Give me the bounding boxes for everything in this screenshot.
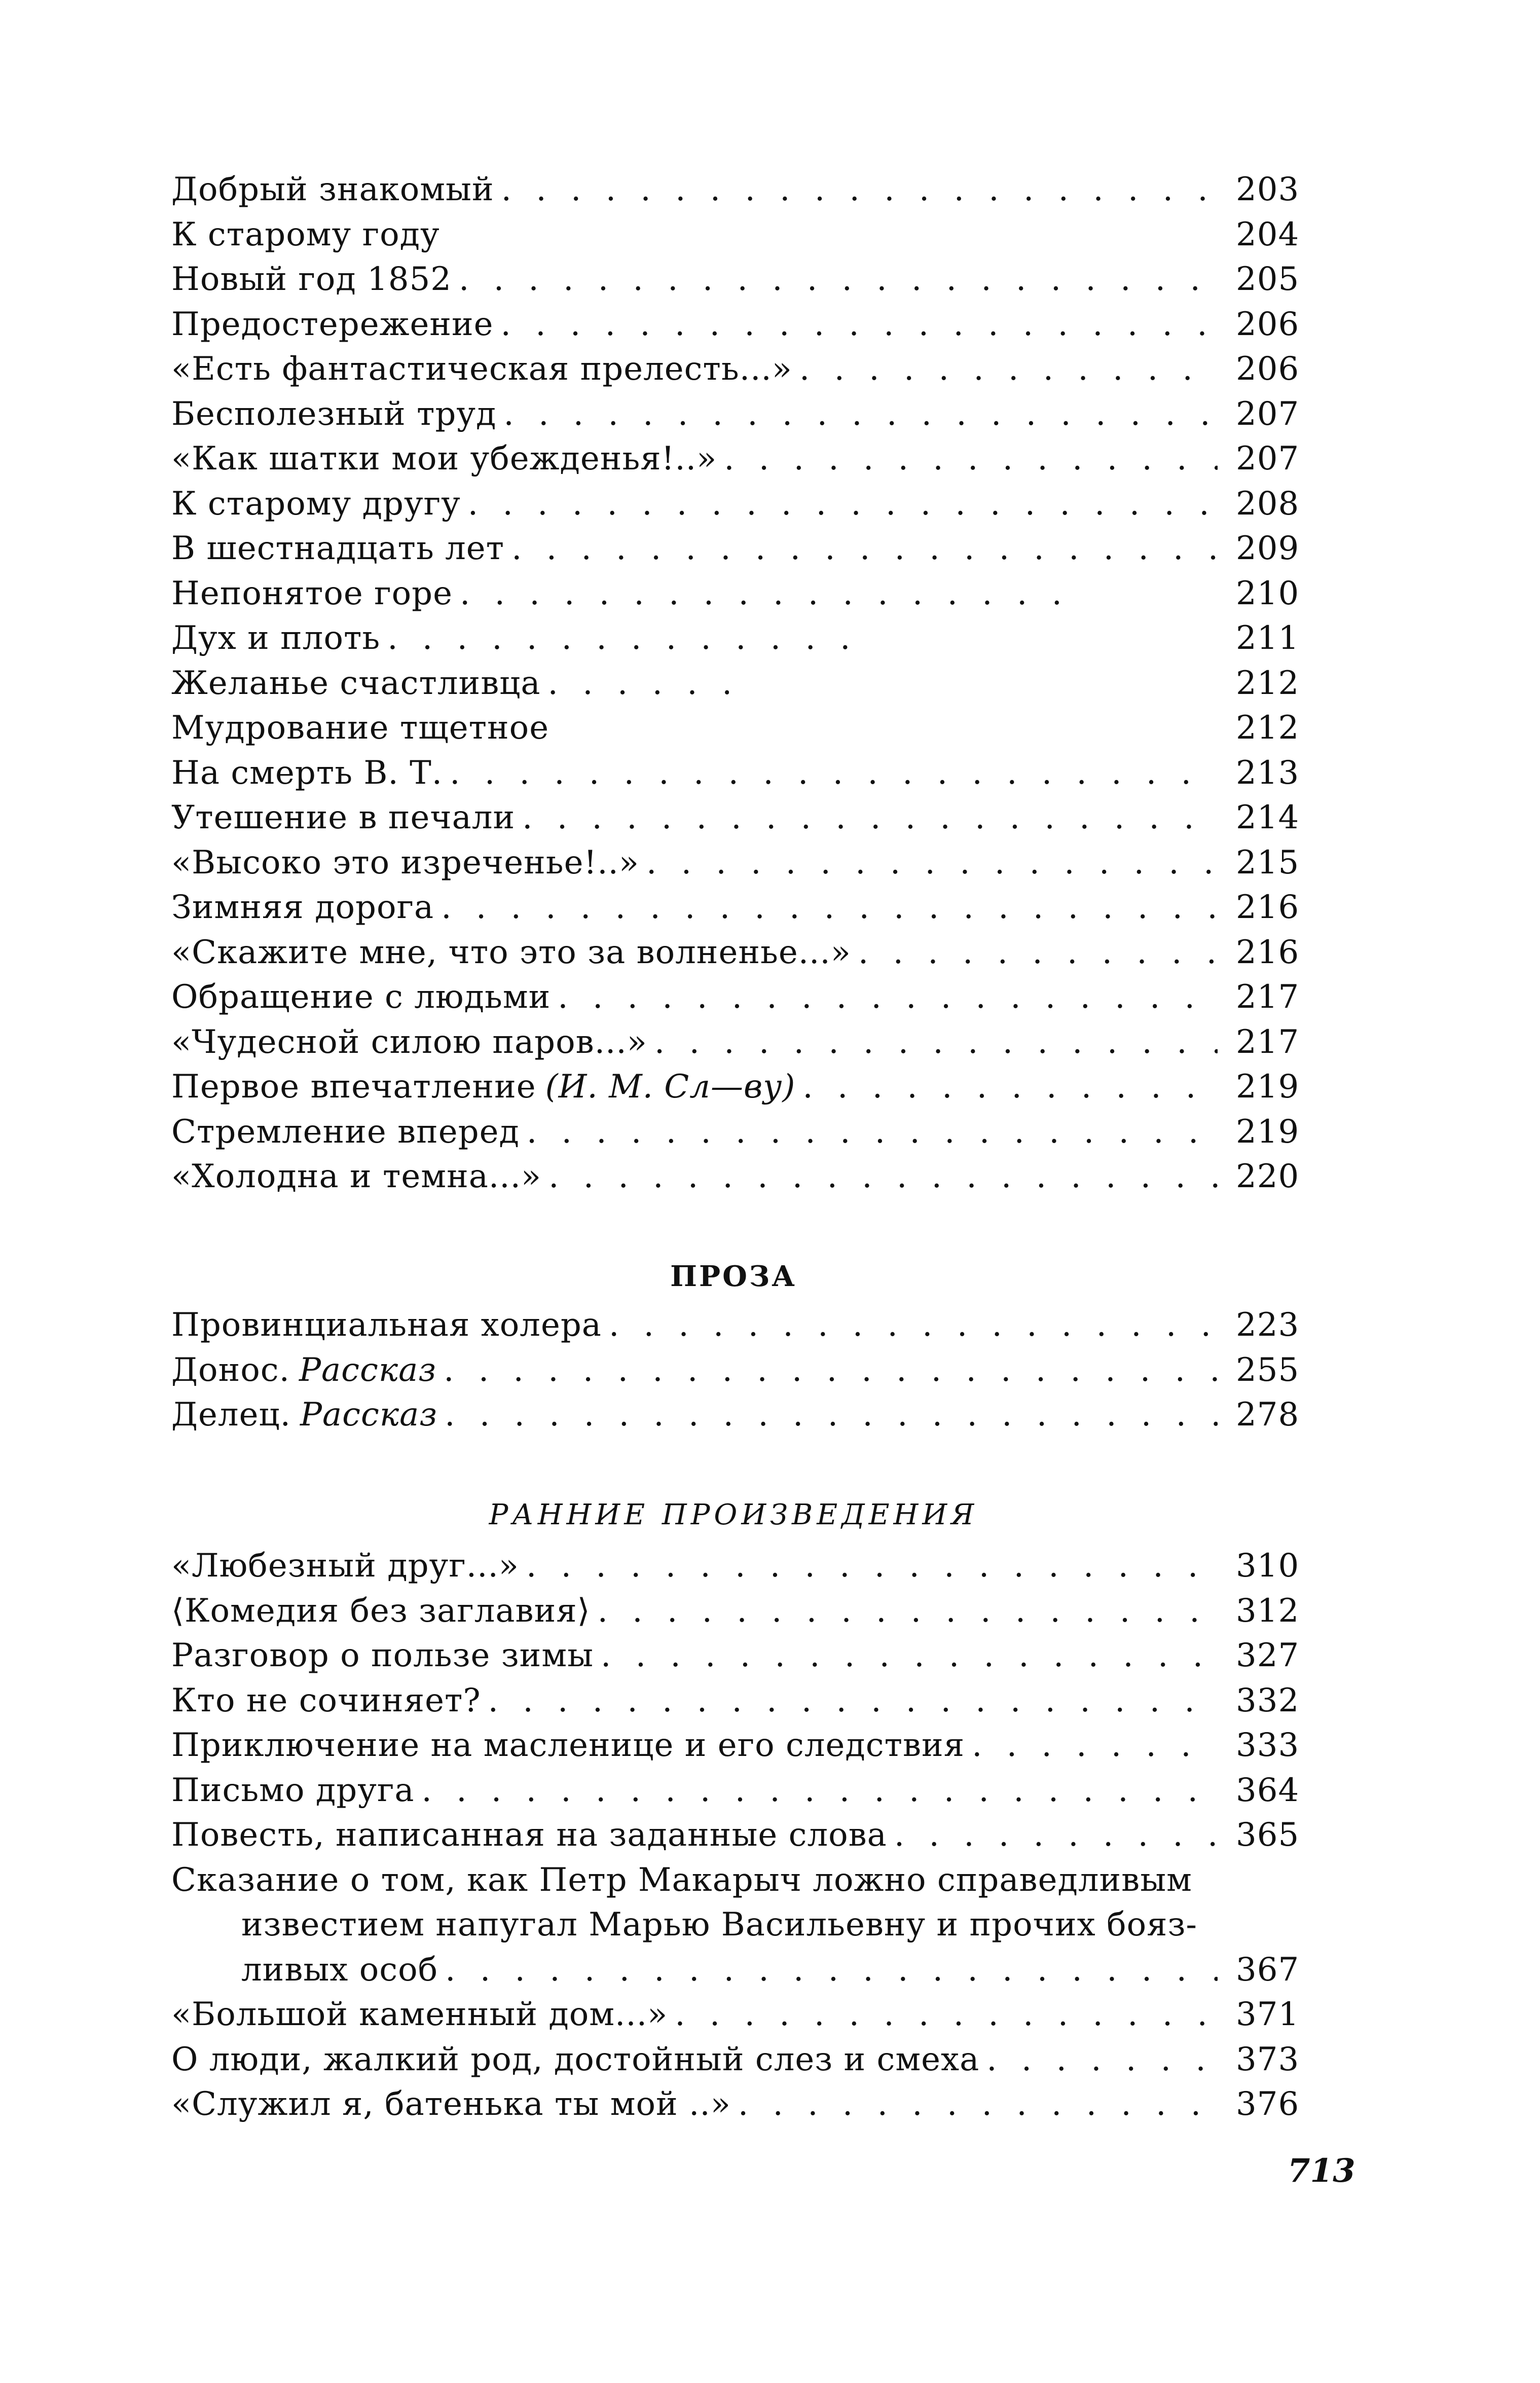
entry-title: Желанье счастливца: [171, 664, 541, 702]
section-heading-prose: ПРОЗА: [670, 1260, 797, 1293]
toc-entry: [171, 2082, 1300, 2127]
entry-page: 217: [1236, 1023, 1300, 1061]
entry-title: «Холодна и темна...»: [171, 1158, 542, 1195]
entry-page: 364: [1236, 1771, 1300, 1809]
entry-title: Разговор о пользе зимы: [171, 1637, 594, 1674]
entry-page: 367: [1236, 1951, 1300, 1989]
entry-page: 216: [1236, 933, 1300, 971]
dot-leader: [422, 1768, 1218, 1813]
toc-entry: [171, 930, 1300, 975]
entry-page: 207: [1236, 440, 1300, 478]
entry-page: 327: [1236, 1637, 1300, 1674]
entry-page: 210: [1236, 574, 1300, 612]
early-works-toc: [171, 1544, 1300, 2127]
entry-title: «Служил я, батенька ты мой ..»: [171, 2085, 731, 2123]
entry-title: Кто не сочиняет?: [171, 1681, 481, 1719]
entry-page: 206: [1236, 350, 1300, 388]
dot-leader: [986, 2037, 1218, 2082]
entry-title: Предостережение: [171, 305, 494, 343]
entry-title: «Чудесной силою паров...»: [171, 1023, 647, 1061]
entry-title: О люди, жалкий род, достойный слез и смеха: [171, 2040, 980, 2078]
toc-entry: [171, 1348, 1300, 1393]
toc-entry: [171, 616, 1300, 661]
dot-leader: [468, 482, 1218, 527]
toc-entry: [171, 392, 1300, 437]
entry-page: 312: [1236, 1592, 1300, 1630]
dot-leader: [441, 885, 1218, 930]
dot-leader: [654, 1020, 1218, 1065]
toc-entry: [171, 1589, 1300, 1634]
poems-toc: [171, 167, 1300, 1199]
dot-leader: [459, 257, 1218, 302]
entry-title: ливых особ: [241, 1951, 438, 1989]
dot-leader: [527, 1110, 1218, 1155]
dot-leader: [738, 2082, 1218, 2127]
entry-page: 220: [1236, 1158, 1300, 1195]
dot-leader: [503, 392, 1218, 437]
toc-entry: [171, 2037, 1300, 2082]
entry-title: ⟨Комедия без заглавия⟩: [171, 1592, 591, 1630]
entry-title: «Как шатки мои убежденья!..»: [171, 440, 717, 478]
entry-page: 209: [1236, 530, 1300, 567]
entry-dedication: (И. М. Сл—ву): [545, 1068, 796, 1106]
toc-entry: [171, 436, 1300, 482]
toc-entry: [171, 1678, 1300, 1724]
entry-page: 215: [1236, 844, 1300, 882]
dot-leader: [501, 302, 1218, 347]
toc-entry: [171, 167, 1300, 212]
entry-page: 207: [1236, 395, 1300, 433]
entry-page: 206: [1236, 305, 1300, 343]
entry-page: 205: [1236, 261, 1300, 298]
entry-page: 333: [1236, 1727, 1300, 1764]
dot-leader: [488, 1678, 1218, 1724]
page-number: 713: [1288, 2152, 1355, 2190]
entry-title: Непонятое горе: [171, 574, 453, 612]
dot-leader: [558, 975, 1218, 1020]
entry-title: известием напугал Марью Васильевну и прочих бояз-: [241, 1906, 1198, 1944]
dot-leader: [387, 616, 861, 661]
entry-page: 212: [1236, 709, 1300, 747]
entry-title: Сказание о том, как Петр Макарыч ложно справедливым: [171, 1861, 1192, 1899]
toc-entry: [171, 751, 1300, 796]
dot-leader: [858, 930, 1218, 975]
dot-leader: [802, 1065, 1218, 1110]
dot-leader: [522, 795, 1218, 840]
entry-page: 278: [1236, 1396, 1300, 1434]
entry-page: 212: [1236, 664, 1300, 702]
toc-entry: [171, 526, 1300, 571]
prose-toc: [171, 1303, 1300, 1438]
toc-entry-continuation: [171, 1948, 1300, 1993]
entry-title: Стремление вперед: [171, 1113, 520, 1151]
dot-leader: [548, 661, 729, 706]
entry-title: «Есть фантастическая прелесть...»: [171, 350, 792, 388]
toc-entry: [171, 1110, 1300, 1155]
toc-entry: [171, 1723, 1300, 1768]
entry-page: 365: [1236, 1816, 1300, 1854]
toc-entry: [171, 1303, 1300, 1348]
dot-leader: [894, 1813, 1218, 1858]
entry-page: 371: [1236, 1996, 1300, 2033]
entry-page: 203: [1236, 171, 1300, 208]
entry-title: К старому году: [171, 215, 440, 253]
dot-leader: [450, 751, 1218, 796]
entry-page: 223: [1236, 1306, 1300, 1344]
dot-leader: [460, 571, 1084, 616]
entry-page: 213: [1236, 754, 1300, 792]
dot-leader: [526, 1544, 1218, 1589]
toc-entry: [171, 1768, 1300, 1813]
dot-leader: [972, 1723, 1218, 1768]
toc-entry: [171, 840, 1300, 886]
dot-leader: [445, 1392, 1218, 1438]
entry-title: Новый год 1852: [171, 261, 452, 298]
entry-title: «Высоко это изреченье!..»: [171, 844, 640, 882]
entry-title: Зимняя дорога: [171, 889, 434, 926]
dot-leader: [501, 167, 1218, 212]
entry-title: Письмо друга: [171, 1771, 415, 1809]
entry-title: Бесполезный труд: [171, 395, 497, 433]
entry-page: 219: [1236, 1068, 1300, 1106]
entry-page: 332: [1236, 1681, 1300, 1719]
entry-title: «Скажите мне, что это за волненье...»: [171, 933, 851, 971]
dot-leader: [799, 347, 1218, 392]
toc-entry: [171, 1065, 1300, 1110]
dot-leader: [548, 1154, 1218, 1199]
dot-leader: [601, 1633, 1218, 1678]
entry-title: К старому другу: [171, 485, 461, 523]
toc-entry: [171, 1813, 1300, 1858]
entry-title: Первое впечатление: [171, 1068, 536, 1106]
entry-title: Делец.: [171, 1396, 291, 1434]
entry-title: Дух и плоть: [171, 619, 381, 657]
entry-title: Утешение в печали: [171, 799, 516, 836]
toc-entry: [171, 302, 1300, 347]
toc-entry: [171, 975, 1300, 1020]
toc-entry: [171, 1020, 1300, 1065]
entry-genre: Рассказ: [299, 1351, 437, 1389]
dot-leader: [511, 526, 1218, 571]
entry-page: 219: [1236, 1113, 1300, 1151]
toc-entry: [171, 571, 1300, 616]
toc-entry: [171, 257, 1300, 302]
toc-entry: [171, 661, 1300, 706]
entry-title: В шестнадцать лет: [171, 530, 505, 567]
entry-page: 211: [1236, 619, 1300, 657]
dot-leader: [724, 436, 1218, 482]
entry-page: 376: [1236, 2085, 1300, 2123]
entry-page: 216: [1236, 889, 1300, 926]
toc-entry: [171, 347, 1300, 392]
toc-entry: [171, 1392, 1300, 1438]
entry-title: Повесть, написанная на заданные слова: [171, 1816, 887, 1854]
entry-page: 255: [1236, 1351, 1300, 1389]
entry-page: 310: [1236, 1547, 1300, 1585]
entry-genre: Рассказ: [300, 1396, 438, 1434]
toc-entry: [171, 482, 1300, 527]
dot-leader: [675, 1992, 1218, 2037]
dot-leader: [445, 1948, 1218, 1993]
entry-title: «Любезный друг...»: [171, 1547, 519, 1585]
toc-entry-continuation: [171, 1902, 1296, 1948]
dot-leader: [598, 1589, 1218, 1634]
entry-title: Донос.: [171, 1351, 290, 1389]
entry-title: На смерть В. Т.: [171, 754, 443, 792]
entry-title: «Большой каменный дом...»: [171, 1996, 668, 2033]
entry-title: Провинциальная холера: [171, 1306, 602, 1344]
entry-page: 217: [1236, 978, 1300, 1016]
toc-entry: [171, 212, 1300, 258]
entry-page: 208: [1236, 485, 1300, 523]
toc-entry: [171, 1154, 1300, 1199]
entry-page: 214: [1236, 799, 1300, 836]
entry-title: Мудрование тщетное: [171, 709, 549, 747]
entry-page: 204: [1236, 215, 1300, 253]
toc-entry: [171, 885, 1300, 930]
dot-leader: [444, 1348, 1218, 1393]
toc-entry: [171, 1633, 1300, 1678]
section-heading-early-works: РАННИЕ ПРОИЗВЕДЕНИЯ: [489, 1498, 978, 1531]
dot-leader: [646, 840, 1218, 886]
toc-entry: [171, 795, 1300, 840]
toc-entry: [171, 1544, 1300, 1589]
dot-leader: [609, 1303, 1218, 1348]
toc-entry: [171, 1858, 1296, 1903]
toc-entry: [171, 1992, 1300, 2037]
entry-title: Добрый знакомый: [171, 171, 494, 208]
entry-title: Приключение на масленице и его следствия: [171, 1727, 965, 1764]
toc-entry: [171, 706, 1300, 751]
entry-page: 373: [1236, 2040, 1300, 2078]
entry-title: Обращение с людьми: [171, 978, 551, 1016]
